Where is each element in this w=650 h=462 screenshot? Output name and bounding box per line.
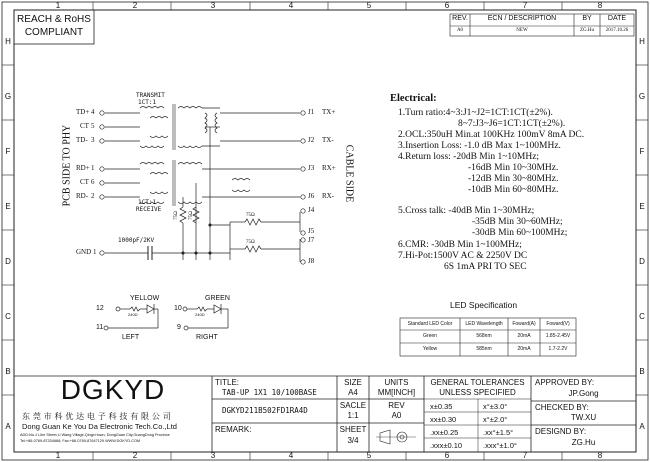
led-yellow-pin-a: 12 [96,305,104,312]
col-number-bottom: 8 [597,451,603,460]
designed-label: DESIGND BY: [535,427,587,436]
electrical-line: 1.Turn ratio:4~3:J1~J2=1CT:1CT(±2%). [398,108,553,118]
rev-header-desc: ECN / DESCRIPTION [487,15,557,22]
resistor-label: 75Ω [246,213,255,218]
electrical-line: 6S 1mA PRI TO SEC [444,262,527,272]
led-green-label: GREEN [205,295,230,302]
pin-name: TD+ [76,108,90,116]
units-label: UNITS [384,378,409,387]
row-letter-left: E [5,202,11,211]
electrical-line: -35dB Min 30~60MHz; [472,217,563,227]
pin-name: J7 [308,236,315,244]
gnd-label: GND [76,248,92,256]
cable-side-label: CABLE SIDE [343,144,355,203]
rev-cell-rev: A0 [456,28,464,33]
pin-signal: RX- [322,192,335,200]
tolerance-angular: x°±3.0° [483,402,508,411]
row-letter-left: C [5,312,11,321]
led-spec-cell: 1.85-2.45V [545,333,571,339]
sheet-value: 3/4 [347,436,359,445]
col-number-bottom: 1 [55,451,61,460]
part-number: DGKYD211B502FD1RA4D [222,406,308,415]
col-number-top: 5 [366,1,372,10]
scale-value: 1:1 [347,411,359,420]
pin-name: TD- [76,136,88,144]
row-letter-right: E [639,202,645,211]
pin-number: 2 [91,192,95,200]
electrical-line: 5.Cross talk: -40dB Min 1~30MHz; [398,206,535,216]
col-number-top: 1 [55,1,61,10]
transmit-label: TRANSMIT [136,92,165,99]
pin-number: 5 [91,122,95,130]
col-number-bottom: 4 [288,451,294,460]
row-letter-right: F [639,147,645,156]
col-number-top: 3 [210,1,216,10]
pin-name: J8 [308,257,315,265]
pin-name: J1 [308,108,315,116]
led-green-pin-k: 9 [177,324,181,331]
led-spec-cell: 568nm [476,333,492,339]
pin-signal: TX- [322,136,334,144]
rev-label: REV [388,401,405,410]
resistor-label: 75Ω [173,211,179,220]
row-letter-right: A [639,422,645,431]
resistor-label: 75Ω [188,211,194,220]
remark-label: REMARK: [215,425,252,434]
col-number-top: 7 [522,1,528,10]
pcb-side-label: PCB SIDE TO PHY [61,124,73,207]
led-spec-cell: 20mA [517,333,531,339]
rev-cell-date: 2017.10.26 [605,28,629,33]
row-letter-left: B [5,367,11,376]
electrical-line: -16dB Min 10~30MHz. [468,163,559,173]
led-spec-cell: 20mA [517,346,531,352]
units-value: MM[INCH] [377,388,416,397]
row-letter-left: F [5,147,11,156]
rev-value: A0 [391,411,402,420]
gnd-pin-number: 1 [93,248,97,256]
electrical-line: 2.OCL:350uH Min.at 100KHz 100mV 8mA DC. [398,130,585,140]
capacitor-label: 1000pF/2KV [118,237,155,244]
row-letter-right: B [639,367,645,376]
col-number-bottom: 7 [522,451,528,460]
col-number-bottom: 2 [132,451,138,460]
pin-signal: TX+ [322,108,336,116]
led-yellow-label: YELLOW [130,295,160,302]
rev-header-date: DATE [607,15,627,22]
pin-name: J2 [308,136,315,144]
col-number-top: 4 [288,1,294,10]
led-spec-header: Foward(A) [512,321,536,327]
electrical-line: 8~7:J3~J6=1CT:1CT(±2%). [458,119,566,129]
led-spec-header: Foward(V) [546,321,570,327]
row-letter-right: D [639,257,645,266]
electrical-line: -10dB Min 60~80MHz. [468,185,559,195]
designed-value: ZG.Hu [571,438,596,447]
row-letter-right: H [639,37,645,46]
row-letter-left: D [5,257,11,266]
pin-number: 6 [91,178,95,186]
pin-signal: RX+ [322,164,336,172]
col-number-top: 2 [132,1,138,10]
rev-cell-desc: NEW [516,28,528,33]
row-letter-right: G [638,92,646,101]
rev-header-by: BY [582,15,592,22]
company-name-en: Dong Guan Ke You Da Electronic Tech.Co.,Ltd [22,422,177,431]
pin-number: 3 [91,136,95,144]
electrical-line: 7.Hi-Pot:1500V AC & 2250V DC [398,251,528,261]
led-yellow-side: LEFT [122,334,140,341]
compliance-label [14,13,94,39]
led-spec-header: LED Wavelength [465,321,503,327]
tolerance-angular: x°±2.0° [483,415,508,424]
tolerances-title-1: GENERAL TOLERANCES [430,378,525,387]
col-number-top: 8 [597,1,603,10]
row-letter-right: C [639,312,645,321]
checked-value: TW.XU [570,413,597,422]
receive-label: RECEIVE [136,206,162,213]
col-number-bottom: 5 [366,451,372,460]
pin-name: CT [80,122,89,130]
led-spec-header: Standard LED Color [407,321,453,327]
tolerance-linear: x±0.35 [430,402,453,411]
approved-label: APPROVED BY: [535,378,595,387]
transmit-ratio: 1CT:1 [138,99,157,106]
electrical-line: -12dB Min 30~80MHz. [468,174,559,184]
company-address: ADD:No.1 Lihe Street,Li Wang Village,Qingxi town, DongGuan City,GuangDong Province [20,433,170,437]
pin-name: J4 [308,206,315,214]
title-label: TITLE: [215,378,240,387]
company-contact: Tel:+86-0769-87334668; Fax:+86-0769-87647129 WWW.DGKYD.COM [20,439,141,443]
led-green-side: RIGHT [196,334,218,341]
pin-name: CT [80,178,89,186]
tolerance-angular: .xx°±1.5° [483,428,514,437]
led-spec-cell: 1.7-2.2V [548,346,568,352]
title-value: TAB-UP 1X1 10/100BASE [222,388,317,397]
pin-number: 4 [91,108,95,116]
electrical-line: -30dB Min 60~100MHz; [472,228,568,238]
pin-number: 1 [91,164,95,172]
row-letter-left: G [4,92,12,101]
company-logo: DGKYD [60,374,166,405]
pin-name: J5 [308,227,315,235]
rev-header-rev: REV. [452,15,468,22]
pin-name: RD- [76,192,89,200]
tolerance-linear: .xx±0.25 [430,428,459,437]
led-spec-cell: Yellow [422,346,438,352]
col-number-top: 6 [444,1,450,10]
size-value: A4 [348,388,358,397]
col-number-bottom: 3 [210,451,216,460]
tolerance-linear: .xxx±0.10 [430,441,463,450]
led-spec-cell: Green [423,333,437,339]
size-label: SIZE [344,378,362,387]
led-yellow-res: 240Ω [128,312,138,317]
sheet-label: SHEET [339,425,367,434]
row-letter-left: H [5,37,11,46]
led-green-res: 240Ω [195,312,205,317]
led-yellow-pin-k: 11 [96,324,104,331]
company-name-cn: 东 莞 市 科 优 达 电 子 科 技 有 限 公 司 [22,412,171,421]
scale-label: SACLE [339,401,367,410]
electrical-line: 6.CMR: -30dB Min 1~100MHz; [398,240,522,250]
tolerances-title-2: UNLESS SPECIFIED [439,388,516,397]
approved-value: JP.Gong [568,389,599,398]
compliance-line1: REACH & RoHS [17,14,91,25]
electrical-line: 4.Return loss: -20dB Min 1~10MHz; [398,152,540,162]
pin-name: RD+ [76,164,90,172]
row-letter-left: A [5,422,11,431]
led-spec-title: LED Specification [450,300,518,310]
tolerance-angular: .xxx°±1.0° [483,441,517,450]
pin-name: J6 [308,192,315,200]
checked-label: CHECKED BY: [535,403,589,412]
led-green-pin-a: 10 [174,305,182,312]
led-spec-cell: 585nm [476,346,492,352]
electrical-line: 3.Insertion Loss: -1.0 dB Max 1~100MHz. [398,141,561,151]
rev-cell-by: ZG.Hu [579,28,595,33]
tolerance-linear: xx±0.30 [430,415,457,424]
receive-ratio: 1CT:1 [138,199,157,206]
resistor-label: 75Ω [246,240,255,245]
compliance-line2: COMPLIANT [24,27,84,38]
pin-name: J3 [308,164,315,172]
col-number-bottom: 6 [444,451,450,460]
electrical-title: Electrical: [390,93,437,104]
